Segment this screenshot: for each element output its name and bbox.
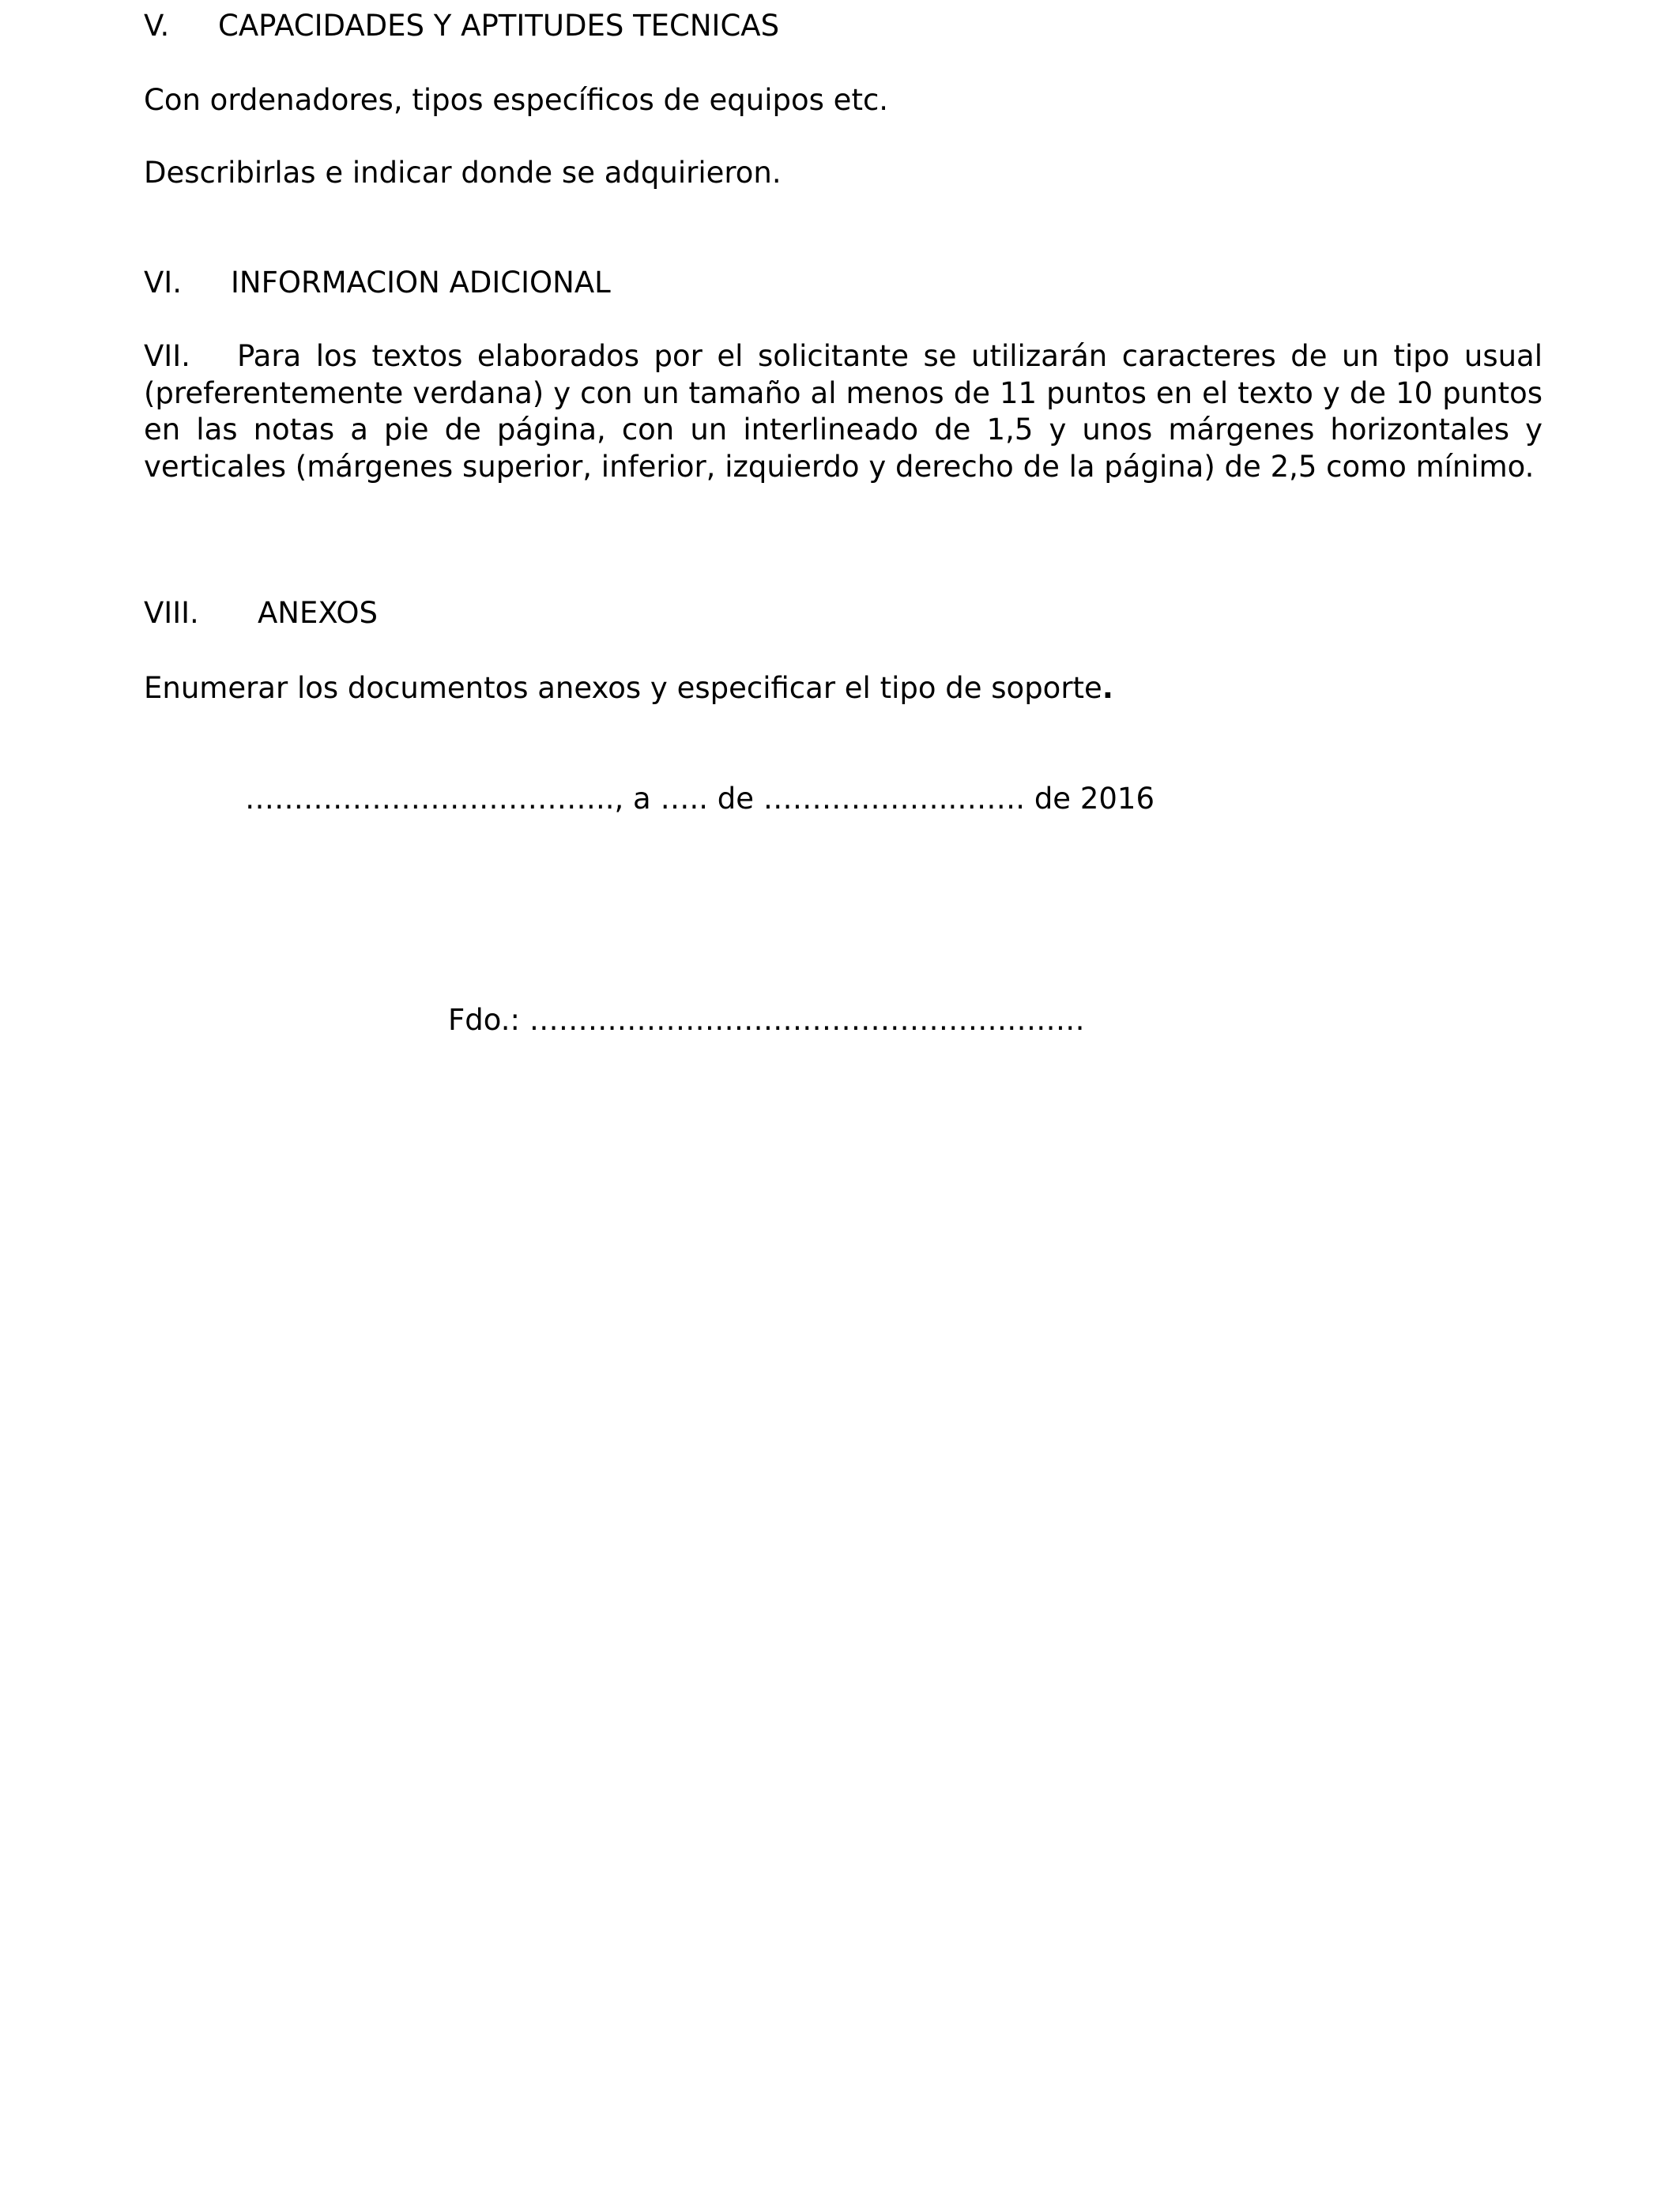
place-date-line: ……………………………….., a ….. de ………………..……. de 2016 (245, 782, 1155, 816)
section-v-line-1: Con ordenadores, tipos específicos de equipos etc. (144, 83, 889, 117)
section-viii-text-body: Enumerar los documentos anexos y especificar el tipo de soporte (144, 671, 1102, 705)
section-viii-number: VIII. (144, 596, 199, 630)
section-viii-text (144, 670, 1113, 707)
section-v-title: CAPACIDADES Y APTITUDES TECNICAS (218, 9, 780, 43)
section-v-line-2: Describirlas e indicar donde se adquirieron. (144, 156, 782, 190)
section-vii-number: VII. (144, 339, 190, 373)
section-vi-number: VI. (144, 266, 182, 300)
section-viii-text-end: . (1102, 671, 1113, 705)
section-v-number: V. (144, 9, 170, 43)
signature-line: Fdo.: ………………………………………………… (448, 1003, 1085, 1037)
section-vii-text: Para los textos elaborados por el solicitante se utilizarán caracteres de un tipo usual (preferentemente verdana) y con un tamaño al menos de 11 puntos en el texto y de 10 puntos en las notas a pie de página, con un interlineado de 1,5 y unos márgenes horizontales y verticales (márgenes superior, inferior, izquierdo y derecho de la página) de 2,5 como mínimo. (144, 339, 1543, 484)
section-viii-heading (144, 595, 378, 631)
section-vi-heading (144, 265, 611, 301)
section-vi-title: INFORMACION ADICIONAL (231, 266, 611, 300)
section-v-heading (144, 8, 779, 44)
section-vii-paragraph (144, 338, 1543, 485)
section-viii-title: ANEXOS (258, 596, 378, 630)
